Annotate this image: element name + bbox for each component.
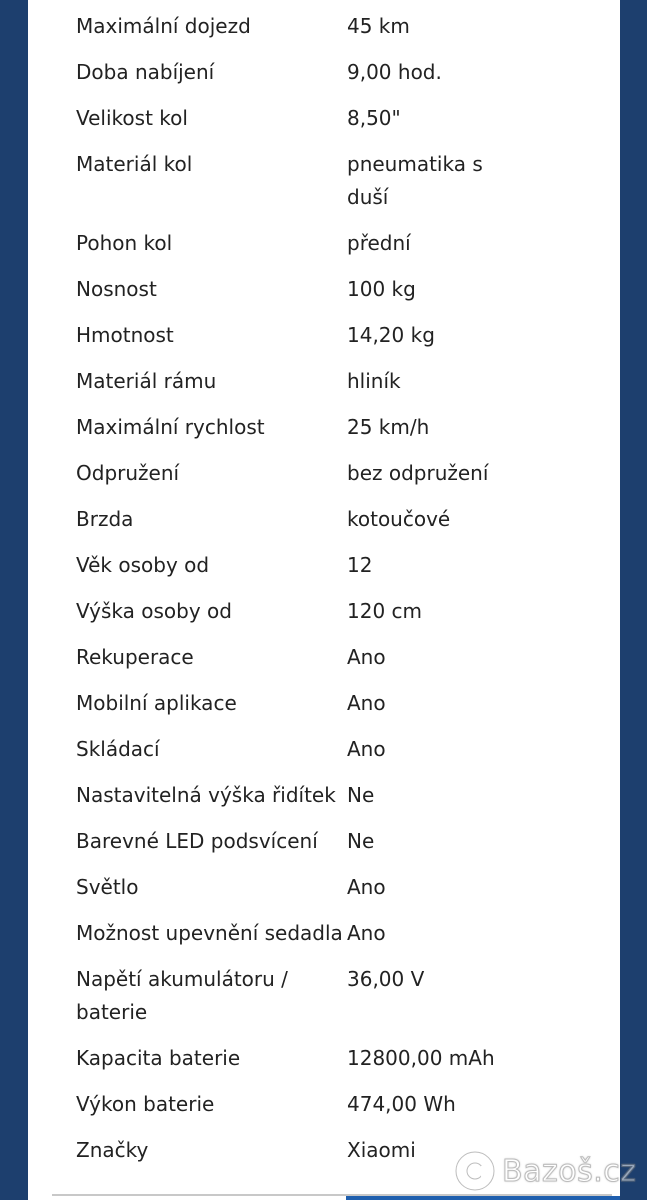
spec-value: hliník (347, 369, 401, 393)
spec-value: přední (347, 231, 411, 255)
watermark-text: Bazoš.cz (502, 1153, 637, 1189)
spec-row (28, 148, 620, 227)
spec-row (28, 1042, 620, 1088)
spec-label: Skládací (76, 737, 160, 761)
spec-label: Hmotnost (76, 323, 174, 347)
spec-value: Ano (347, 737, 386, 761)
spec-row (28, 733, 620, 779)
spec-value: Xiaomi (347, 1138, 416, 1162)
spec-label: Výkon baterie (76, 1092, 215, 1116)
spec-value: 12 (347, 553, 373, 577)
spec-label: Světlo (76, 875, 139, 899)
spec-row (28, 779, 620, 825)
spec-value: 25 km/h (347, 415, 430, 439)
spec-row (28, 871, 620, 917)
spec-label: Brzda (76, 507, 134, 531)
spec-row (28, 365, 620, 411)
spec-value: Ano (347, 645, 386, 669)
spec-row (28, 1134, 620, 1180)
spec-label: Materiál kol (76, 152, 193, 176)
spec-label: Maximální rychlost (76, 415, 265, 439)
spec-value: Ne (347, 783, 375, 807)
spec-label: Značky (76, 1138, 149, 1162)
spec-row (28, 102, 620, 148)
spec-value: Ne (347, 829, 375, 853)
spec-value: 12800,00 mAh (347, 1046, 495, 1070)
spec-value: 45 km (347, 14, 410, 38)
spec-value: 8,50" (347, 106, 401, 130)
spec-row (28, 825, 620, 871)
spec-value: 14,20 kg (347, 323, 435, 347)
spec-row (28, 10, 620, 56)
spec-table (28, 10, 620, 1180)
spec-label: Pohon kol (76, 231, 173, 255)
spec-value: 474,00 Wh (347, 1092, 456, 1116)
spec-label: Materiál rámu (76, 369, 217, 393)
spec-row (28, 687, 620, 733)
spec-row (28, 227, 620, 273)
spec-row (28, 595, 620, 641)
spec-value: 9,00 hod. (347, 60, 442, 84)
spec-row (28, 503, 620, 549)
spec-label: Barevné LED podsvícení (76, 829, 318, 853)
spec-label: Velikost kol (76, 106, 188, 130)
spec-row (28, 963, 620, 1042)
spec-row (28, 641, 620, 687)
spec-label: Maximální dojezd (76, 14, 251, 38)
bottom-accent-bar (346, 1196, 620, 1200)
spec-row (28, 411, 620, 457)
spec-label: Napětí akumulátoru / baterie (76, 967, 288, 1024)
spec-label: Možnost upevnění sedadla (76, 921, 343, 945)
spec-value: Ano (347, 691, 386, 715)
spec-label: Mobilní aplikace (76, 691, 237, 715)
spec-value: kotoučové (347, 507, 451, 531)
spec-panel (28, 0, 620, 1200)
spec-value: 100 kg (347, 277, 416, 301)
spec-row (28, 273, 620, 319)
spec-value: Ano (347, 875, 386, 899)
spec-value: 120 cm (347, 599, 423, 623)
spec-row (28, 1088, 620, 1134)
spec-row (28, 319, 620, 365)
spec-label: Věk osoby od (76, 553, 210, 577)
spec-row (28, 917, 620, 963)
spec-label: Doba nabíjení (76, 60, 215, 84)
spec-value: 36,00 V (347, 967, 425, 991)
spec-value: bez odpružení (347, 461, 489, 485)
spec-label: Kapacita baterie (76, 1046, 241, 1070)
spec-label: Odpružení (76, 461, 180, 485)
spec-label: Nastavitelná výška řidítek (76, 783, 336, 807)
spec-label: Výška osoby od (76, 599, 232, 623)
spec-label: Nosnost (76, 277, 157, 301)
spec-label: Rekuperace (76, 645, 194, 669)
spec-row (28, 457, 620, 503)
spec-value: pneumatika s duší (347, 152, 483, 209)
spec-row (28, 56, 620, 102)
spec-row (28, 549, 620, 595)
spec-value: Ano (347, 921, 386, 945)
